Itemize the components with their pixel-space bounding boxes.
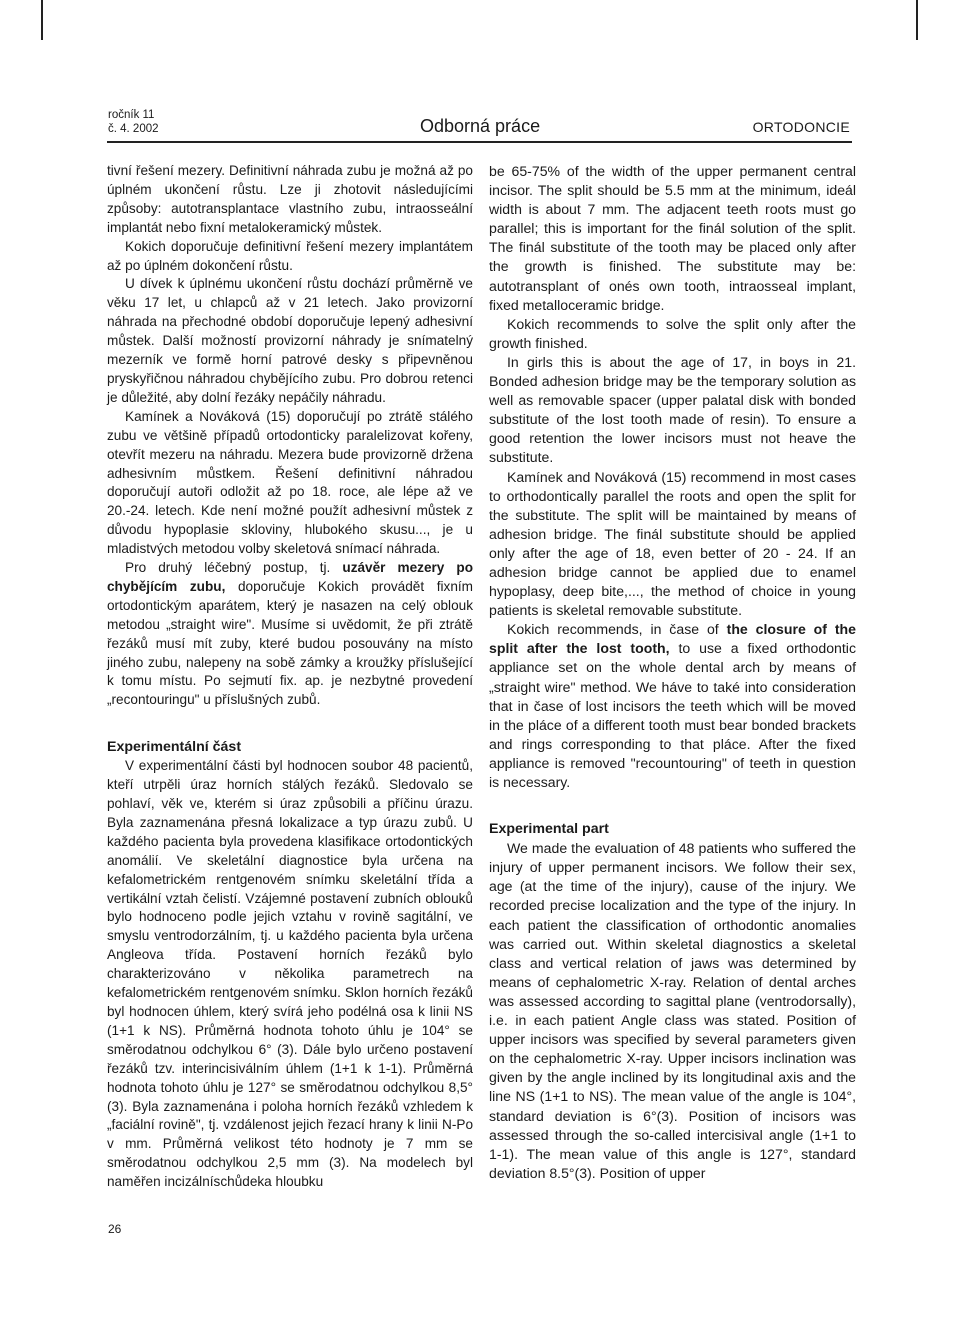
crop-mark-top-left bbox=[41, 0, 43, 40]
paragraph: V experimentální části byl hodnocen soubor 48 pacientů, kteří utrpěli úraz horních stálých řezáků. Sledovalo se pohlaví, věk ve, kterém si úraz způsobili a příčinu úrazu. Byla zaznamenána přesná lokalizace a typ úrazu zubů. U každého pacienta byla provedena klasifikace ortodontických anomálií. Ve skeletální diagnostice byla určena na kefalometrickém rentgenovém snímku skeletální třída a vertikální vztah čelistí. Vzájemné postavení zubních oblouků bylo hodnoceno podle jejich vztahu v rovině sagitální, ve smyslu ventrodorzálním, tj. u každého pacienta byla určena Angleova třída. Postavení horních řezáků bylo charakterizováno v několika parametrech na kefalometrickém rentgenovém snímku. Sklon horních řezáků byl hodnocen úhlem, který svírá jeho podélná osa k linii NS (1+1 k NS). Průměrná hodnota tohoto úhlu je 104° se směrodatnou odchylkou 6° (3). Dále bylo určeno postavení řezáků tzv. interincisiválním úhlem (1+1 k 1-1). Průměrná hodnota tohoto úhlu je 127° se směrodatnou odchylkou 8,5°(3). Byla zaznamenána i poloha horních řezáků vzhledem k „faciální rovině", tj. vzdálenost jejich řezací hrany k linii N-Po v mm. Průměrná velikost této hodnoty je 7 mm se směrodatnou odchylkou 2,5 mm (3). Na modelech byl naměřen incizálníschůdeka hloubku bbox=[107, 758, 473, 1190]
paragraph bbox=[489, 620, 856, 792]
issue-info bbox=[108, 108, 159, 136]
bold-text: uzávěr mezery po chybějícím zubu, bbox=[107, 560, 474, 594]
text-span: doporučuje Kokich provádět fixním ortodontickým aparátem, který je nasazen na celý oblouk metodou „straight wire". Musíme si uvědomit, že při ztrátě řezáků musí mít zuby, které budou posouvány na místo jiného zubu, nalepeny na sobě zámky a kroužky příslušející k tomu místu. Po sejmutí fix. ap. je nezbytné provedení „recontouringu" u příslušných zubů. bbox=[107, 578, 473, 708]
left-column bbox=[107, 162, 473, 1192]
issue-label: č. 4. 2002 bbox=[108, 123, 159, 135]
paragraph: Kamínek a Nováková (15) doporučují po ztrátě stálého zubu ve většině případů ortodonticky paralelizovat kořeny, otevřít mezeru na náhradu. Mezera bude provizorně držena adhesivním můstkem. Řešení definitivní náhradou doporučují autoři odložit až po 18. roce, ale lépe až ve 20.-24. letech. Kde není možné použít adhesivní můstek z důvodu hypoplasie skloviny, hlubokého skusu..., je u mladistvých metodou volby skeletová snímací náhrada. bbox=[107, 408, 473, 557]
paragraph: be 65-75% of the width of the upper permanent central incisor. The split should be 5.5 mm at the minimum, ideál width is about 7 mm. The adjacent teeth roots must go parallel; this is important for the finál solution of the split. The finál substitute of the tooth may be placed only after the growth is finished. The substitute may be: autotransplant of onés own tooth, intraosseal implant, fixed metalloceramic bridge. bbox=[489, 163, 856, 313]
paragraph: Kamínek and Nováková (15) recommend in most cases to orthodontically parallel the roots and open the split for the substitute. The split will be maintained by means of adhesion bridge. The finál substitute should be applied only after the age of 18, even better of 20 - 24. If an adhesion bridge cannot be applied due to enamel hypoplasy, deep bite,..., the method of choice in young patients is skeletal removable substitute. bbox=[489, 468, 856, 619]
paragraph: Kokich recommends to solve the split only after the growth finished. bbox=[489, 315, 856, 351]
section-title: Odborná práce bbox=[420, 116, 541, 136]
bold-text: the closure of the split after the lost tooth, bbox=[489, 621, 857, 657]
right-column bbox=[489, 162, 856, 1183]
text-span: Pro druhý léčebný postup, tj. bbox=[125, 560, 343, 576]
paragraph: In girls this is about the age of 17, in boys in 21. Bonded adhesion bridge may be the temporary solution as well as removable spacer (upper palatal disk with bonded substitute of the lost tooth made of resin). To ensure a good retention the lower incisors must not heave the substitute. bbox=[489, 353, 856, 466]
paragraph: Kokich doporučuje definitivní řešení mezery implantátem až po úplném dokončení růstu. bbox=[107, 238, 473, 273]
journal-title: ORTODONCIE bbox=[752, 119, 850, 135]
text-span: Kokich recommends, in čase of bbox=[507, 621, 727, 638]
volume-label: ročník 11 bbox=[108, 109, 155, 121]
section-heading: Experimentální část bbox=[107, 739, 242, 756]
paragraph: We made the evaluation of 48 patients who suffered the injury of upper permanent incisors. We follow their sex, age (at the time of the injury), cause of the injury. We recorded precise localization and the type of the injury. In each patient the classification of orthodontic anomalies was carried out. Within skeletal diagnostics a skeletal class and vertical relation of jaws was determined by means of cephalometric X-ray. Relation of dental arches was assessed according to sagittal plane (ventrodorsally), i.e. in each patient Angle class was stated. Position of upper incisors was specified by several parameters given on the cephalometric X-ray. Upper incisors inclination was given by the angle inclined by its longitudinal axis and the line NS (1+1 to NS). The mean value of the angle is 104°, standard deviation is 6°(3). Position of incisors was assessed through the so-called intercisival angle (1+1 to 1-1). The mean value of this angle is 127°, standard deviation 8.5°(3). Position of upper bbox=[489, 840, 856, 1181]
page-number: 26 bbox=[108, 1222, 122, 1236]
paragraph: U dívek k úplnému ukončení růstu dochází průměrně ve věku 17 let, u chlapců až v 21 letech. Jako provizorní náhrada na přechodné období doporučuje lepený adhesivní můstek. Další možností provizorní náhrady je snímatelný mezerník ve formě horní patrové desky s připevněnou pryskyřičnou náhradou chybějícího zubu. Pro dobrou retenci je důležité, aby dolní řezáky nepáčily náhradu. bbox=[107, 276, 473, 405]
section-heading: Experimental part bbox=[489, 821, 609, 838]
paragraph bbox=[107, 559, 473, 710]
paragraph: tivní řešení mezery. Definitivní náhrada zubu je možná až po úplném ukončení růstu. Lze ji zhotovit následujícími způsoby: autotransplantace vlastního zubu, intraosseální implantát nebo fixní metalokeramický můstek. bbox=[107, 163, 473, 235]
text-span: to use a fixed orthodontic appliance set on the whole dental arch by means of „straight wire" method. We háve to také into consideration that in čase of lost incisors the teeth which will be moved in the pláce of a different tooth must bear bonded brackets and rings corresponding to that pláce. After the fixed appliance is removed "recountouring" of teeth in question is necessary. bbox=[489, 640, 856, 790]
header-rule bbox=[107, 141, 852, 143]
crop-mark-top-right bbox=[916, 0, 918, 40]
